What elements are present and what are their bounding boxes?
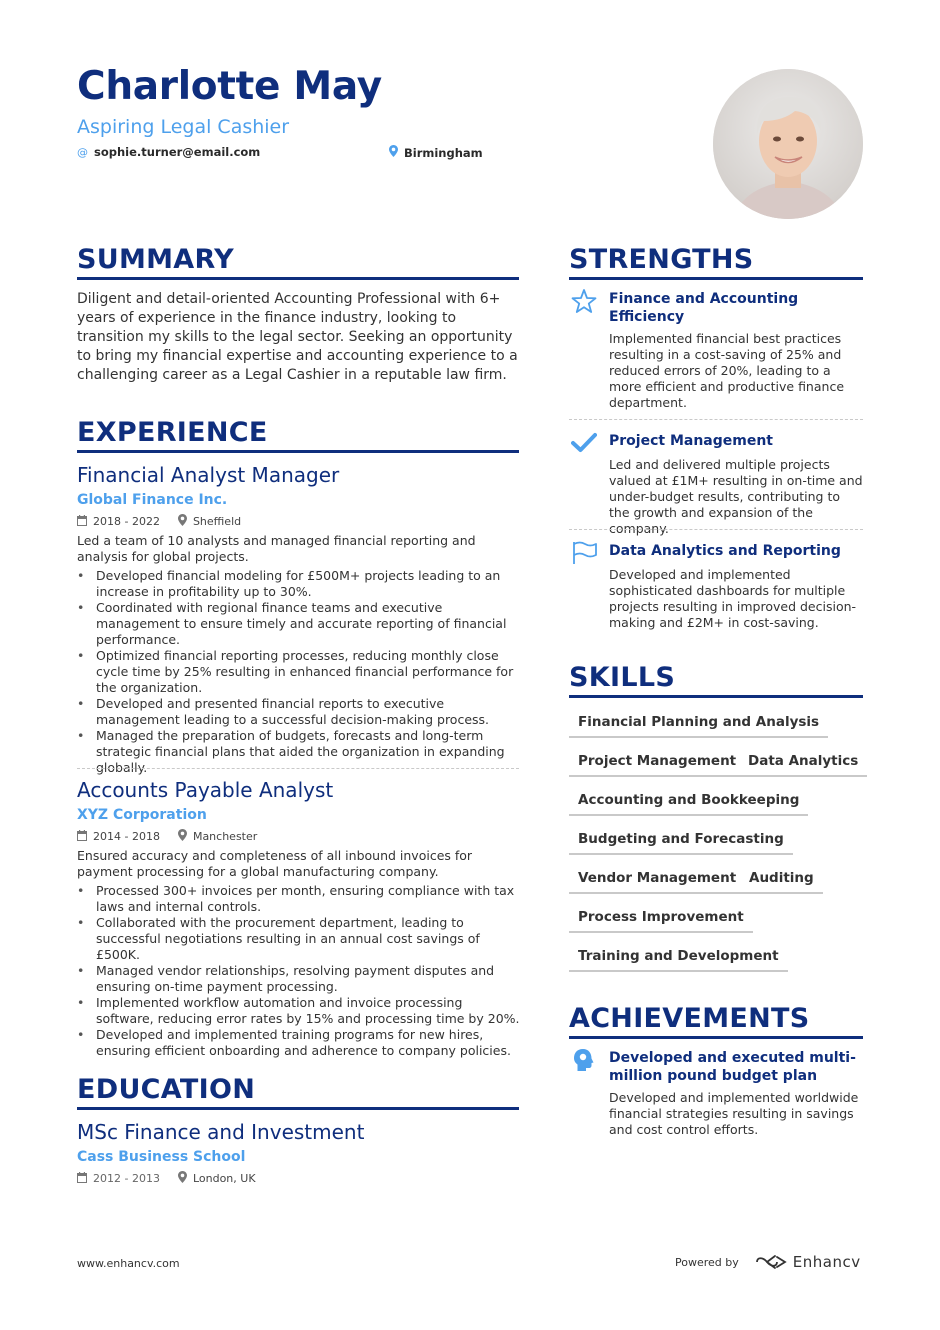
skill-tag: Financial Planning and Analysis	[569, 708, 828, 738]
profile-photo	[713, 69, 863, 219]
calendar-icon	[77, 1172, 87, 1186]
strength-title: Project Management	[609, 433, 773, 449]
contact-email[interactable]	[77, 145, 260, 159]
location-pin-icon	[178, 829, 187, 844]
email-text: sophie.turner@email.com	[94, 145, 261, 159]
list-item: • Implemented workflow automation and invoice processing software, reducing error rates by 15% and processing time by 20%.	[77, 995, 522, 1027]
flag-icon	[571, 540, 597, 566]
job-dates: 2018 - 2022	[93, 515, 160, 528]
list-item: • Optimized financial reporting processes, reducing monthly close cycle time by 25% resulting in enhanced financial performance for the organization.	[77, 648, 522, 696]
achievements-divider	[569, 1036, 863, 1039]
job-description: Led a team of 10 analysts and managed financial reporting and analysis for global projects.	[77, 533, 476, 564]
location-pin-icon	[389, 145, 398, 160]
strengths-divider	[569, 277, 863, 280]
calendar-icon	[77, 830, 87, 844]
job-meta	[77, 829, 257, 844]
job-title: Accounts Payable Analyst	[77, 778, 334, 802]
list-item: • Developed and presented financial reports to executive management leading to a successful decision-making process.	[77, 696, 522, 728]
enhancv-logo-icon	[755, 1254, 787, 1270]
list-item: • Collaborated with the procurement department, leading to successful negotiations resulting in an annual cost savings of £500K.	[77, 915, 522, 963]
location-pin-icon	[178, 1171, 187, 1186]
skill-tag: Training and Development	[569, 942, 788, 972]
skill-tag: Accounting and Bookkeeping	[569, 786, 808, 816]
achievement-title: Developed and executed multi-million pound budget plan	[609, 1050, 856, 1084]
job-location: Sheffield	[192, 515, 242, 528]
candidate-name: Charlotte May	[77, 64, 382, 109]
skill-tag: Data Analytics	[739, 747, 867, 777]
strengths-heading: STRENGTHS	[569, 244, 754, 275]
brand-text: Enhancv	[792, 1253, 861, 1271]
school-name: Cass Business School	[77, 1149, 246, 1165]
check-icon	[571, 430, 597, 456]
job-location: Manchester	[192, 830, 258, 843]
skills-heading: SKILLS	[569, 662, 676, 693]
summary-text: Diligent and detail-oriented Accounting Professional with 6+ years of experience in the finance industry, looking to transition my skills to the legal sector. Seeking an opportunity to bring my financial expertise and accounting experience to a challenging career as a Legal Cashier in a reputable law firm.	[77, 291, 518, 383]
achievements-heading: ACHIEVEMENTS	[569, 1003, 810, 1034]
list-item: • Processed 300+ invoices per month, ensuring compliance with tax laws and internal controls.	[77, 883, 522, 915]
strength-title: Data Analytics and Reporting	[609, 543, 841, 559]
list-item: • Developed and implemented training programs for new hires, ensuring efficient onboarding and adherence to company policies.	[77, 1027, 522, 1059]
summary-heading: SUMMARY	[77, 244, 234, 275]
star-icon	[571, 288, 597, 314]
job-description: Ensured accuracy and completeness of all inbound invoices for payment processing for a global manufacturing company.	[77, 848, 473, 879]
job-bullets	[77, 568, 522, 776]
strength-divider	[569, 529, 863, 530]
footer-branding	[675, 1253, 861, 1271]
job-bullets	[77, 883, 522, 1059]
enhancv-logo[interactable]	[755, 1253, 861, 1271]
location-text: Birmingham	[404, 145, 483, 160]
company-name: Global Finance Inc.	[77, 492, 228, 508]
skill-tag: Auditing	[740, 864, 823, 894]
list-item: • Developed financial modeling for £500M+ projects leading to an increase in profitability up to 30%.	[77, 568, 522, 600]
summary-divider	[77, 277, 519, 280]
strength-divider	[569, 419, 863, 420]
job-dates: 2014 - 2018	[93, 830, 160, 843]
degree-title: MSc Finance and Investment	[77, 1120, 365, 1144]
education-meta	[77, 1171, 256, 1186]
candidate-title: Aspiring Legal Cashier	[77, 116, 290, 138]
contact-location	[389, 145, 483, 160]
strength-description: Implemented financial best practices resulting in a cost-saving of 25% and reduced errors of 20%, leading to a more efficient and productive finance department.	[609, 331, 845, 410]
location-pin-icon	[178, 514, 187, 529]
skill-tag: Budgeting and Forecasting	[569, 825, 793, 855]
powered-by-text: Powered by	[675, 1255, 739, 1269]
list-item: • Coordinated with regional finance teams and executive management to ensure timely and accurate reporting of financial performance.	[77, 600, 522, 648]
strength-description: Developed and implemented sophisticated dashboards for multiple projects resulting in improved decision-making and £2M+ in cost-saving.	[609, 567, 857, 630]
footer-website[interactable]: www.enhancv.com	[77, 1257, 180, 1270]
job-meta	[77, 514, 241, 529]
job-divider	[77, 768, 519, 769]
at-icon: @	[77, 145, 88, 159]
strength-description: Led and delivered multiple projects valued at £1M+ resulting in on-time and under-budget results, contributing to the growth and expansion of the company.	[609, 457, 863, 536]
experience-heading: EXPERIENCE	[77, 417, 268, 448]
education-heading: EDUCATION	[77, 1074, 256, 1105]
head-icon	[571, 1047, 597, 1073]
achievement-description: Developed and implemented worldwide financial strategies resulting in savings and cost control efforts.	[609, 1090, 859, 1137]
skills-divider	[569, 695, 863, 698]
list-item: • Managed vendor relationships, resolving payment disputes and ensuring on-time payment processing.	[77, 963, 522, 995]
education-divider	[77, 1107, 519, 1110]
skill-tag: Project Management	[569, 747, 745, 777]
skill-tag: Vendor Management	[569, 864, 745, 894]
calendar-icon	[77, 515, 87, 529]
education-location: London, UK	[192, 1172, 256, 1185]
company-name: XYZ Corporation	[77, 807, 207, 823]
job-title: Financial Analyst Manager	[77, 463, 340, 487]
skill-tag: Process Improvement	[569, 903, 753, 933]
strength-title: Finance and Accounting Efficiency	[609, 291, 799, 325]
education-dates: 2012 - 2013	[93, 1172, 160, 1185]
list-item: • Managed the preparation of budgets, forecasts and long-term strategic financial plans that aided the organization in expanding globally.	[77, 728, 522, 776]
experience-divider	[77, 450, 519, 453]
